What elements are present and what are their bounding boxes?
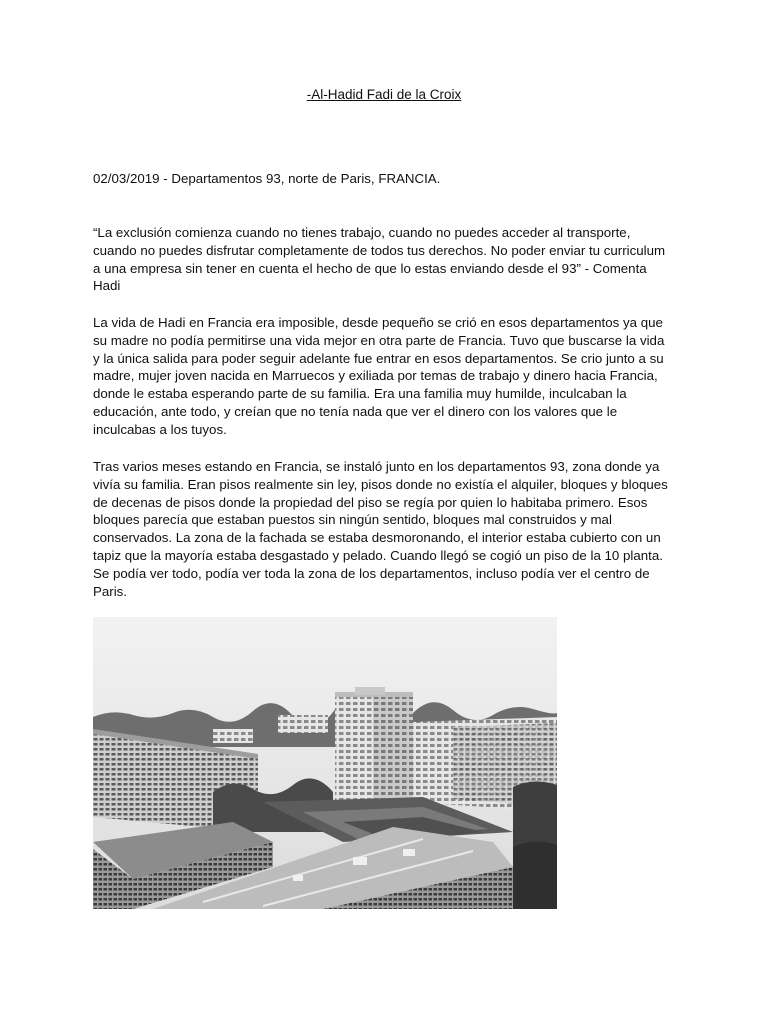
quote-paragraph: “La exclusión comienza cuando no tienes trabajo, cuando no puedes acceder al transporte, cuando no puedes disfrutar completamente de todos tus derechos. No poder enviar tu curriculum a una empresa sin tener en cuenta el hecho de que lo estas enviando desde el 93” - Comenta Hadi xyxy=(93,225,666,294)
body-paragraph-2: Tras varios meses estando en Francia, se instaló junto en los departamentos 93, zona donde ya vivía su familia. Eran pisos realmente sin ley, pisos donde no existía el alquiler, bloques y bloques de decenas de pisos donde la propiedad del piso se regía por quien lo habitaba primero. Esos bloques parecía que estaban puestos sin ningún sentido, bloques mal construidos y mal conservados. La zona de la fachada se estaba desmoronando, el interior estaba cubierto con un tapiz que la mayoría estaba desgastado y pelado. Cuando llegó se cogió un piso de la 10 planta. Se podía ver todo, podía ver toda la zona de los departamentos, incluso podía ver el centro de Paris. xyxy=(93,459,668,599)
dateline: 02/03/2019 - Departamentos 93, norte de Paris, FRANCIA. xyxy=(93,171,441,186)
body-paragraph-1: La vida de Hadi en Francia era imposible, desde pequeño se crió en esos departamentos ya que su madre no podía permitirse una vida mejor en otra parte de Francia. Tuvo que buscarse la vida y la única salida para poder seguir adelante fue entrar en esos departamentos. Se crio junto a su madre, mujer joven nacida en Marruecos y exiliada por temas de trabajo y dinero hacia Francia, donde le estaba esperando parte de su familia. Era una familia muy humilde, inculcaban la educación, ante todo, y creían que no tenía nada que ver el dinero con los valores que le inculcabas a los tuyos. xyxy=(93,315,665,437)
author-heading: -Al-Hadid Fadi de la Croix xyxy=(306,87,462,102)
housing-blocks-photo xyxy=(93,617,557,909)
